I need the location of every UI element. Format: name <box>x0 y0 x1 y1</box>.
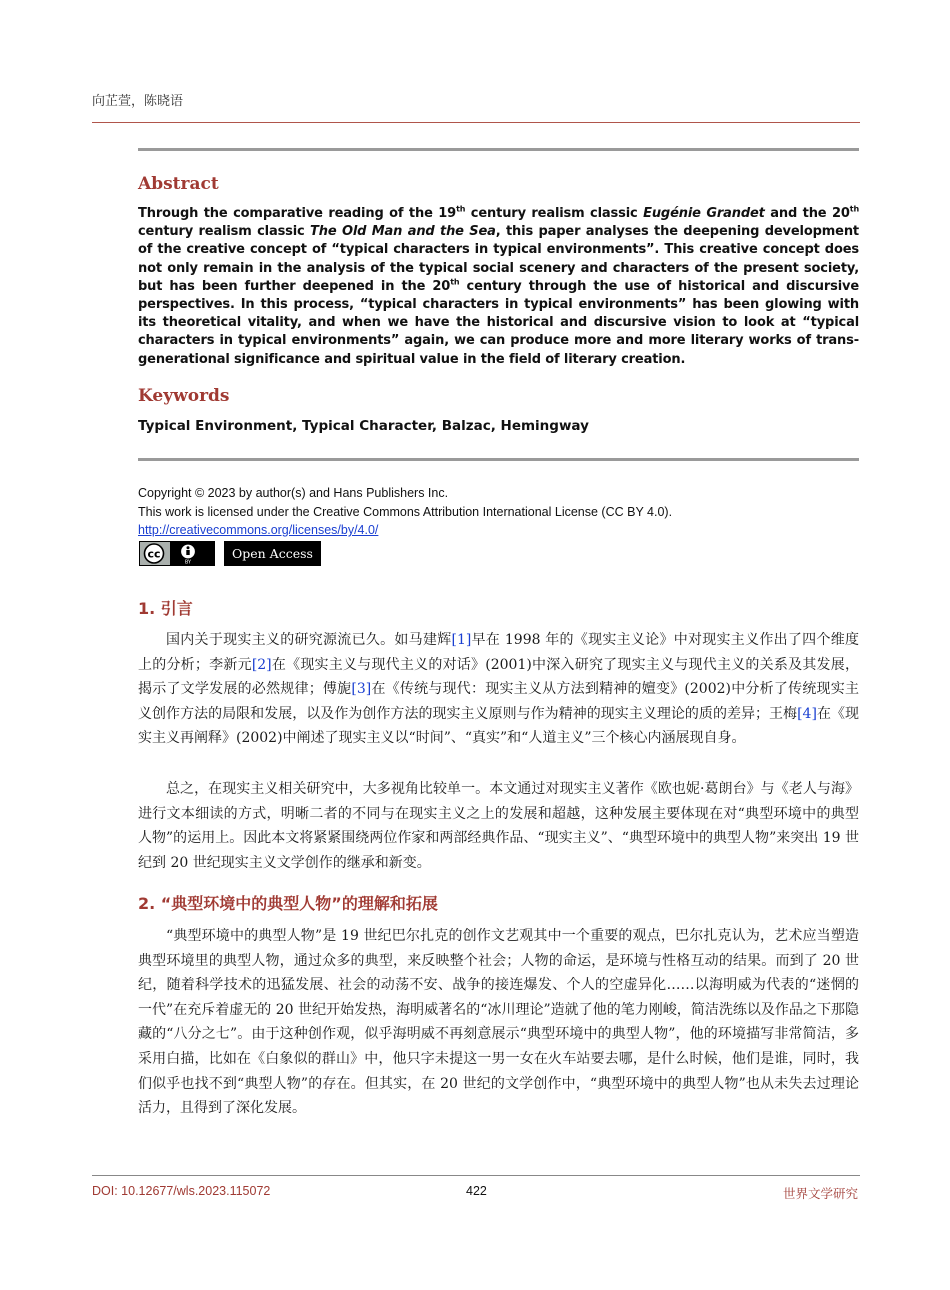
abstract-heading: Abstract <box>138 174 219 194</box>
header-divider <box>92 122 860 123</box>
abstract-text: Through the comparative reading of the 19th century realism classic Eugénie Grandet and the 20th century realism classic The Old Man and the Sea, this paper analyses the deepening development of the creative concept of “typical characters in typical environments”. This creative concept does not only remain in the analysis of the typical social scenery and characters of the present society, but has been further deepened in the 20th century through the use of historical and discursive perspectives. In this process, “typical characters in typical environments” has been glowing with its theoretical vitality, and when we have the historical and discursive vision to look at “typical characters in typical environments” again, we can produce more and more literary works of trans-generational significance and spiritual value in the field of literary creation. <box>138 204 860 367</box>
citation-1[interactable]: [1] <box>451 632 472 648</box>
footer-page-number: 422 <box>466 1184 487 1198</box>
section-1-paragraph-2: 总之，在现实主义相关研究中，大多视角比较单一。本文通过对现实主义著作《欧也妮·葛朗台》与《老人与海》进行文本细读的方式，明晰二者的不同与在现实主义之上的发展和超越，这种发展主要体现在对“典型环境中的典型人物”的运用上。因此本文将紧紧围绕两位作家和两部经典作品、“现实主义”、“典型环境中的典型人物”来突出 19 世纪到 20 世纪现实主义文学创作的继承和新变。 <box>138 781 859 871</box>
open-access-badge[interactable]: Open Access <box>224 541 321 566</box>
by-icon-label: BY <box>184 559 192 565</box>
section-1-paragraph-1: 国内关于现实主义的研究源流已久。如马建辉[1]早在 1998 年的《现实主义论》中对现实主义作出了四个维度上的分析；李新元[2]在《现实主义与现代主义的对话》(2001)中深入研究了现实主义与现代主义的关系及其发展，揭示了文学发展的必然规律；傅旎[3]在《传统与现代：现实主义从方法到精神的嬗变》(2002)中分析了传统现实主义创作方法的局限和发展，以及作为创作方法的现实主义原则与作为精神的现实主义理论的质的差异；王梅[4]在《现实主义再阐释》(2002)中阐述了现实主义以“时间”、“真实”和“人道主义”三个核心内涵展现自身。 <box>138 632 860 747</box>
section-2-title: 2. “典型环境中的典型人物”的理解和拓展 <box>138 894 438 913</box>
license-badges <box>139 541 321 566</box>
abstract-bottom-rule <box>138 458 859 461</box>
cc-by-icon <box>140 542 214 565</box>
footer-divider <box>92 1175 860 1176</box>
section-1-title: 1. 引言 <box>138 599 193 618</box>
citation-3[interactable]: [3] <box>351 681 372 698</box>
keywords-text: Typical Environment, Typical Character, Balzac, Hemingway <box>138 418 589 434</box>
abstract-top-rule <box>138 148 859 151</box>
copyright-line: Copyright © 2023 by author(s) and Hans Publishers Inc. <box>138 486 449 500</box>
cc-by-badge[interactable] <box>139 541 215 566</box>
section-2-paragraph-1: “典型环境中的典型人物”是 19 世纪巴尔扎克的创作文艺观其中一个重要的观点，巴尔扎克认为，艺术应当塑造典型环境里的典型人物，通过众多的典型，来反映整个社会；人物的命运，是环境与性格互动的结果。而到了 20 世纪，随着科学技术的迅猛发展、社会的动荡不安、战争的接连爆发、个人的空虚异化……以海明威为代表的“迷惘的一代”在充斥着虚无的 20 世纪开始发热，海明威著名的“冰川理论”造就了他的笔力刚峻，简洁洗练以及作品之下那隐藏的“八分之七”。由于这种创作观，似乎海明威不再刻意展示“典型环境中的典型人物”，他的环境描写非常简洁，多采用白描，比如在《白象似的群山》中，他只字未提这一男一女在火车站要去哪，是什么时候，他们是谁，同时，我们似乎也找不到“典型人物”的存在。但其实，在 20 世纪的文学创作中，“典型环境中的典型人物”也从未失去过理论活力，且得到了深化发展。 <box>138 928 859 1117</box>
abstract-title-oldman: The Old Man and the Sea <box>310 224 496 240</box>
footer-doi: DOI: 10.12677/wls.2023.115072 <box>92 1184 271 1198</box>
footer-journal-name: 世界文学研究 <box>782 1186 858 1201</box>
abstract-title-grandet: Eugénie Grandet <box>643 206 765 221</box>
license-line: This work is licensed under the Creative Commons Attribution International License (CC BY 4.0). <box>138 504 673 519</box>
running-header-authors: 向芷萱，陈晓语 <box>92 94 184 109</box>
copyright-block <box>138 484 672 540</box>
keywords-heading: Keywords <box>138 386 230 406</box>
citation-2[interactable]: [2] <box>251 656 272 673</box>
cc-icon-label: cc <box>147 547 161 561</box>
citation-4[interactable]: [4] <box>797 705 817 722</box>
license-link[interactable]: http://creativecommons.org/licenses/by/4.0/ <box>138 523 379 537</box>
